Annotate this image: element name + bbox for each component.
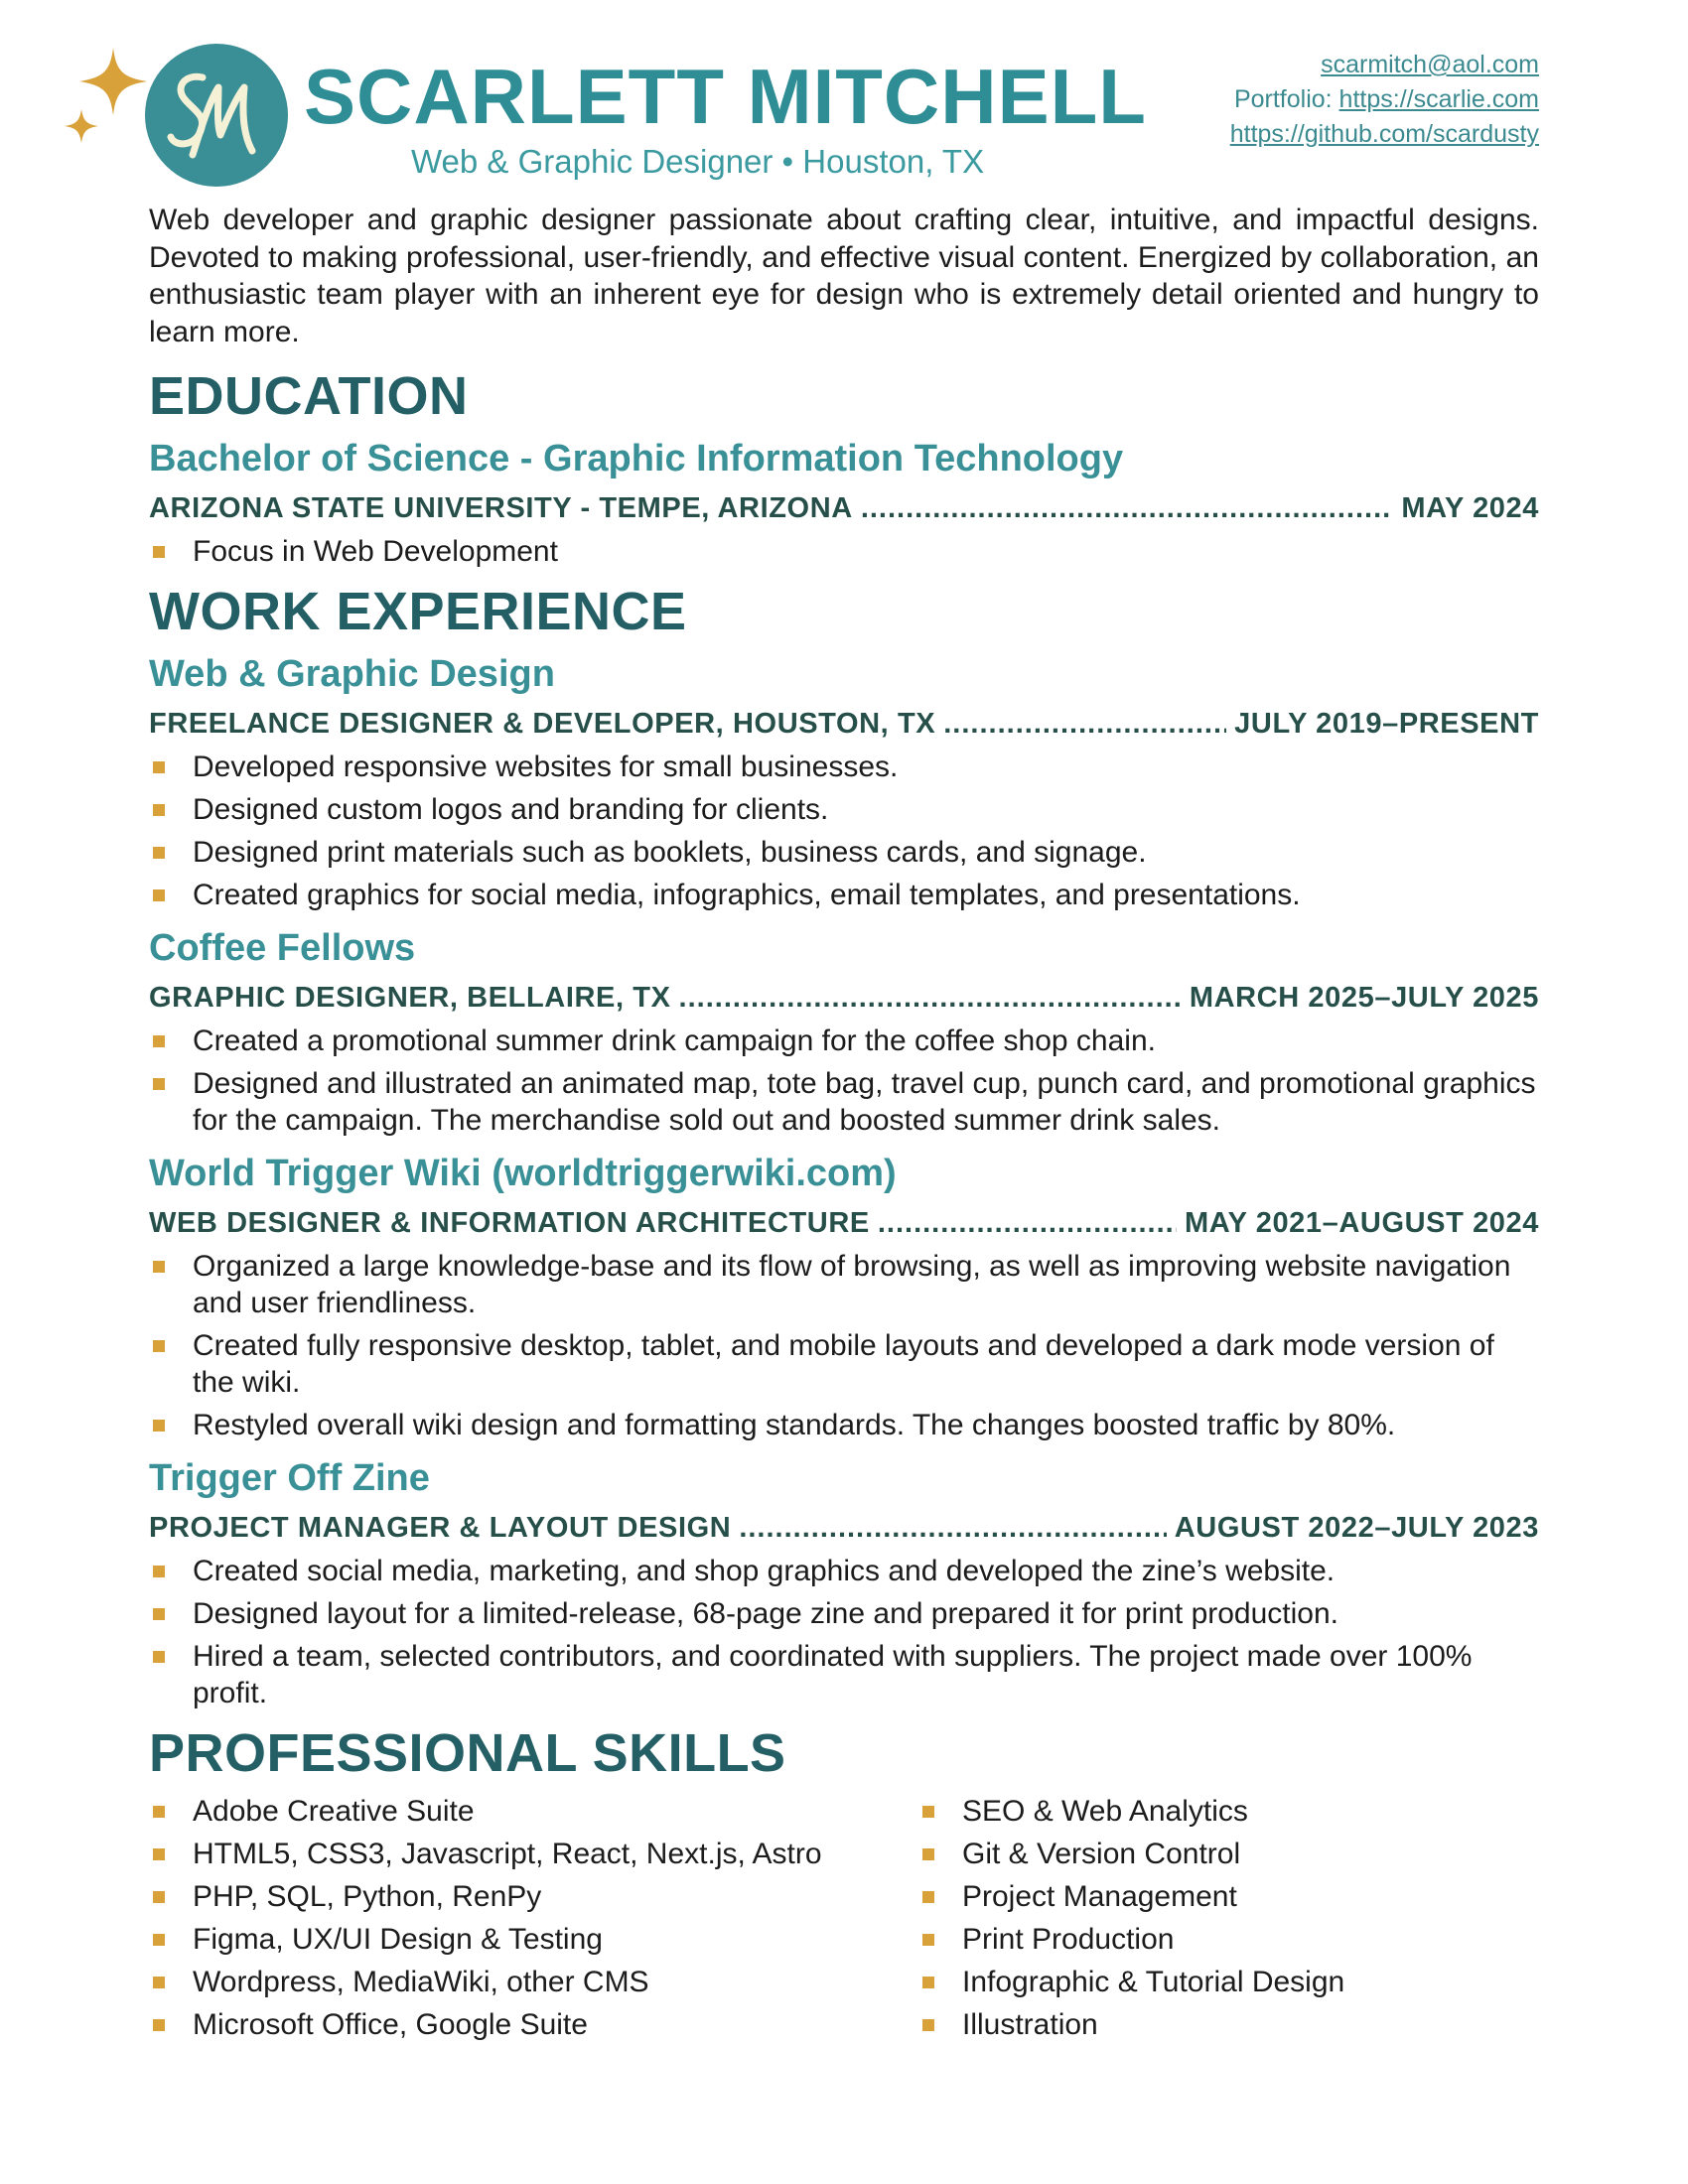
role-line — [149, 977, 1539, 1019]
contact-block — [1230, 48, 1539, 152]
bullet-square-icon — [153, 889, 165, 901]
company-name: Coffee Fellows — [149, 927, 416, 969]
bullet-square-icon — [153, 847, 165, 859]
leader-dots — [739, 1507, 1166, 1549]
job-entry — [149, 1453, 1539, 1711]
job-entry — [149, 1149, 1539, 1443]
resume-content — [149, 202, 1539, 2059]
candidate-name: SCARLETT MITCHELL — [304, 53, 1147, 140]
bullet-text: Created fully responsive desktop, tablet, and mobile layouts and developed a dark mode version of the wiki. — [193, 1329, 1494, 1399]
role-title: GRAPHIC DESIGNER, BELLAIRE, TX — [149, 982, 671, 1014]
company-name: Web & Graphic Design — [149, 653, 555, 695]
list-item — [149, 1793, 918, 1830]
bullet-square-icon — [153, 1651, 165, 1663]
list-item — [149, 533, 1539, 570]
github-link[interactable]: https://github.com/scardusty — [1229, 120, 1539, 148]
resume-header — [0, 0, 1688, 194]
school-line — [149, 487, 1539, 529]
bullet-text: Created social media, marketing, and shop graphics and developed the zine’s website. — [193, 1555, 1336, 1587]
bullet-square-icon — [153, 1420, 165, 1432]
sparkle-stars-icon — [62, 44, 151, 153]
role-date: MARCH 2025–JULY 2025 — [1189, 982, 1539, 1014]
summary-paragraph: Web developer and graphic designer passionate about crafting clear, intuitive, and impactful designs. Devoted to making professional, user-friendly, and effective visual content. Energized by collaboration, an enthusiastic team player with an inherent eye for design who is extremely detail oriented and hungry to learn more. — [149, 204, 1539, 348]
bullet-square-icon — [922, 1934, 934, 1946]
bullet-square-icon — [153, 1566, 165, 1577]
bullet-square-icon — [153, 1608, 165, 1620]
bullet-square-icon — [922, 1891, 934, 1903]
list-item — [149, 1327, 1539, 1401]
role-line — [149, 1202, 1539, 1244]
portfolio-label: Portfolio: — [1233, 85, 1339, 113]
skills-right-column — [918, 1793, 1539, 2049]
list-item — [149, 1407, 1539, 1443]
skill-text: Infographic & Tutorial Design — [962, 1966, 1345, 1998]
list-item — [149, 2006, 918, 2043]
skill-text: Wordpress, MediaWiki, other CMS — [193, 1966, 649, 1998]
skills-heading: PROFESSIONAL SKILLS — [149, 1723, 786, 1783]
bullet-text: Focus in Web Development — [193, 535, 558, 568]
job-entry — [149, 649, 1539, 913]
bullet-square-icon — [153, 1977, 165, 1988]
bullet-square-icon — [153, 1078, 165, 1090]
list-item — [149, 749, 1539, 785]
bullet-square-icon — [922, 1806, 934, 1818]
candidate-subtitle: Web & Graphic Designer • Houston, TX — [411, 143, 985, 180]
bullet-square-icon — [153, 1806, 165, 1818]
skill-text: Adobe Creative Suite — [193, 1795, 475, 1828]
list-item — [149, 1921, 918, 1958]
skill-text: Figma, UX/UI Design & Testing — [193, 1923, 603, 1956]
work-section — [149, 580, 1539, 1711]
bullet-text: Organized a large knowledge-base and its flow of browsing, as well as improving website navigation and user friendliness. — [193, 1250, 1511, 1319]
leader-dots — [679, 977, 1182, 1019]
list-item — [149, 1248, 1539, 1321]
monogram-sm-icon — [145, 44, 288, 187]
job-bullets — [149, 1248, 1539, 1443]
leader-dots — [943, 703, 1226, 745]
skills-columns — [149, 1793, 1539, 2059]
role-date: JULY 2019–PRESENT — [1234, 708, 1539, 740]
bullet-square-icon — [153, 1261, 165, 1273]
company-name: Trigger Off Zine — [149, 1457, 430, 1499]
list-item — [149, 1023, 1539, 1059]
bullet-square-icon — [153, 1848, 165, 1860]
monogram-logo — [145, 44, 288, 187]
list-item — [149, 834, 1539, 871]
bullet-square-icon — [153, 804, 165, 816]
bullet-text: Developed responsive websites for small businesses. — [193, 751, 899, 783]
bullet-square-icon — [153, 1035, 165, 1047]
bullet-text: Designed custom logos and branding for clients. — [193, 793, 829, 826]
role-line — [149, 703, 1539, 745]
job-bullets — [149, 749, 1539, 913]
work-heading: WORK EXPERIENCE — [149, 582, 687, 641]
role-title: FREELANCE DESIGNER & DEVELOPER, HOUSTON, TX — [149, 708, 936, 740]
role-title: PROJECT MANAGER & LAYOUT DESIGN — [149, 1512, 732, 1544]
skill-text: Print Production — [962, 1923, 1175, 1956]
leader-dots — [861, 487, 1394, 529]
bullet-square-icon — [922, 1977, 934, 1988]
graduation-date: MAY 2024 — [1401, 492, 1539, 524]
bullet-square-icon — [153, 1891, 165, 1903]
job-bullets — [149, 1553, 1539, 1711]
role-title: WEB DESIGNER & INFORMATION ARCHITECTURE — [149, 1207, 870, 1239]
bullet-text: Designed and illustrated an animated map, tote bag, travel cup, punch card, and promotional graphics for the campaign. The merchandise sold out and boosted summer drink sales. — [193, 1067, 1536, 1137]
bullet-text: Hired a team, selected contributors, and coordinated with suppliers. The project made over 100% profit. — [193, 1640, 1473, 1709]
list-item — [149, 1595, 1539, 1632]
portfolio-line — [1230, 82, 1539, 117]
list-item — [918, 1878, 1539, 1915]
list-item — [918, 1964, 1539, 2000]
list-item — [149, 1964, 918, 2000]
list-item — [149, 877, 1539, 913]
bullet-square-icon — [922, 2019, 934, 2031]
skill-text: Microsoft Office, Google Suite — [193, 2008, 588, 2041]
skill-text: HTML5, CSS3, Javascript, React, Next.js, Astro — [193, 1838, 822, 1870]
bullet-square-icon — [153, 761, 165, 773]
skills-left-column — [149, 1793, 918, 2049]
list-item — [149, 1065, 1539, 1139]
bullet-square-icon — [153, 2019, 165, 2031]
list-item — [918, 1921, 1539, 1958]
skill-text: Git & Version Control — [962, 1838, 1241, 1870]
company-name: World Trigger Wiki (worldtriggerwiki.com) — [149, 1153, 897, 1194]
bullet-square-icon — [922, 1848, 934, 1860]
bullet-square-icon — [153, 546, 165, 558]
skills-section — [149, 1721, 1539, 2059]
leader-dots — [878, 1202, 1177, 1244]
list-item — [918, 1836, 1539, 1872]
role-date: MAY 2021–AUGUST 2024 — [1185, 1207, 1539, 1239]
bullet-text: Restyled overall wiki design and formatting standards. The changes boosted traffic by 80%. — [193, 1409, 1396, 1441]
education-section — [149, 364, 1539, 570]
degree-title: Bachelor of Science - Graphic Information Technology — [149, 438, 1124, 479]
bullet-square-icon — [153, 1340, 165, 1352]
bullet-text: Created a promotional summer drink campaign for the coffee shop chain. — [193, 1024, 1156, 1057]
list-item — [149, 1878, 918, 1915]
education-heading: EDUCATION — [149, 366, 469, 426]
school-name: ARIZONA STATE UNIVERSITY - TEMPE, ARIZONA — [149, 492, 853, 524]
list-item — [918, 2006, 1539, 2043]
bullet-text: Created graphics for social media, infographics, email templates, and presentations. — [193, 879, 1301, 911]
job-bullets — [149, 1023, 1539, 1139]
education-bullets — [149, 533, 1539, 570]
bullet-text: Designed print materials such as booklets, business cards, and signage. — [193, 836, 1147, 869]
list-item — [918, 1793, 1539, 1830]
role-line — [149, 1507, 1539, 1549]
bullet-text: Designed layout for a limited-release, 68-page zine and prepared it for print production. — [193, 1597, 1339, 1630]
list-item — [149, 1638, 1539, 1711]
skill-text: Illustration — [962, 2008, 1098, 2041]
email-link[interactable]: scarmitch@aol.com — [1321, 51, 1539, 78]
bullet-square-icon — [153, 1934, 165, 1946]
skill-text: PHP, SQL, Python, RenPy — [193, 1880, 542, 1913]
list-item — [149, 1553, 1539, 1589]
skill-text: SEO & Web Analytics — [962, 1795, 1248, 1828]
list-item — [149, 791, 1539, 828]
role-date: AUGUST 2022–JULY 2023 — [1174, 1512, 1539, 1544]
portfolio-link[interactable]: https://scarlie.com — [1338, 85, 1539, 113]
skill-text: Project Management — [962, 1880, 1237, 1913]
list-item — [149, 1836, 918, 1872]
job-entry — [149, 923, 1539, 1139]
